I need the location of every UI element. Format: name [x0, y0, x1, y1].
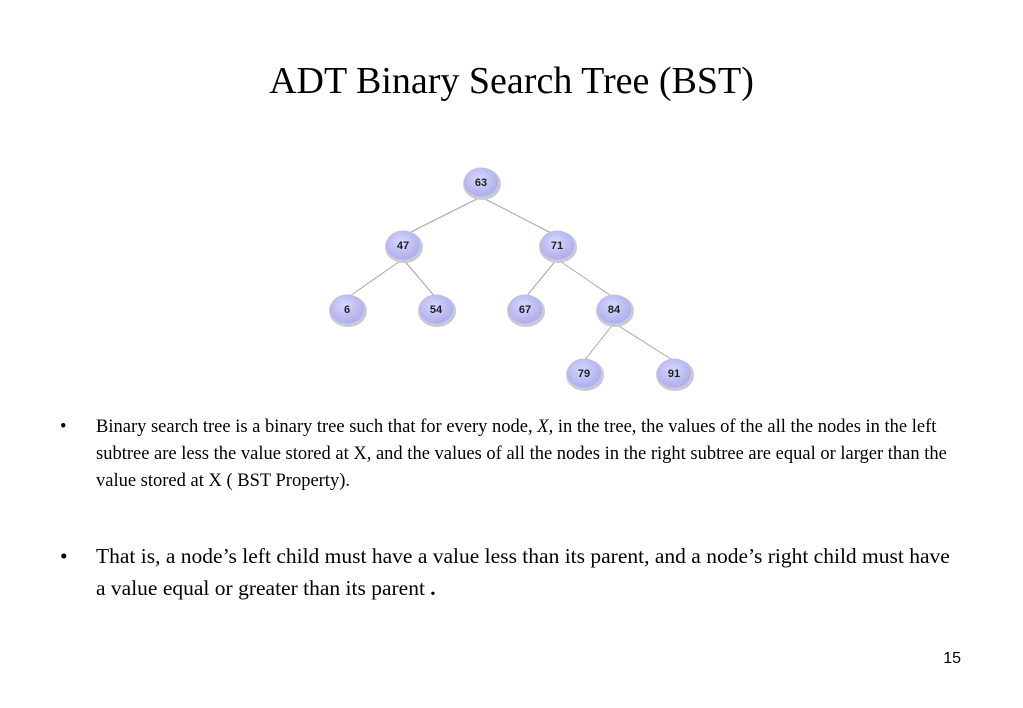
bullet-period: .	[430, 576, 436, 600]
tree-node-54	[418, 295, 456, 328]
node-label: 6	[343, 304, 351, 316]
node-label: 91	[667, 368, 681, 380]
tree-node-84	[596, 295, 634, 328]
node-label: 79	[577, 368, 591, 380]
node-label: 54	[429, 304, 443, 316]
edge-63-47	[403, 197, 481, 236]
variable-x: X	[537, 417, 549, 437]
bullet-marker: •	[60, 417, 67, 437]
bullet-text	[96, 414, 961, 495]
tree-node-63	[463, 168, 501, 201]
node-label: 63	[474, 177, 488, 189]
edge-47-54	[403, 259, 436, 298]
edge-84-91	[614, 323, 674, 361]
node-label: 71	[550, 240, 564, 252]
edge-84-79	[584, 323, 614, 361]
tree-node-79	[566, 359, 604, 392]
node-label: 67	[518, 304, 532, 316]
node-label: 84	[607, 304, 621, 316]
bullet-text-part: Binary search tree is a binary tree such that for every node,	[96, 417, 538, 437]
tree-node-67	[507, 295, 545, 328]
bullet-text	[96, 540, 956, 604]
tree-node-47	[385, 231, 423, 264]
tree-node-91	[656, 359, 694, 392]
edge-71-84	[557, 259, 614, 298]
edge-71-67	[525, 259, 557, 298]
tree-edges	[347, 197, 674, 361]
tree-node-71	[539, 231, 577, 264]
bullet-text-part: That is, a node’s left child must have a value less than its parent, and a node’s right child must have a value equal or greater than its parent	[96, 544, 950, 600]
bullet-text-part: , in the tree, the values of the all the nodes in the left subtree are less the value stored at X, and the values of all the nodes in the right subtree are equal or larger than the value stored at X ( BST Property).	[96, 417, 947, 491]
tree-node-6	[329, 295, 367, 328]
edge-47-6	[347, 259, 403, 298]
edge-63-71	[481, 197, 557, 236]
node-label: 47	[396, 240, 410, 252]
slide-number: 15	[943, 650, 961, 667]
slide-title: ADT Binary Search Tree (BST)	[269, 60, 754, 102]
bullet-marker: •	[60, 544, 68, 568]
